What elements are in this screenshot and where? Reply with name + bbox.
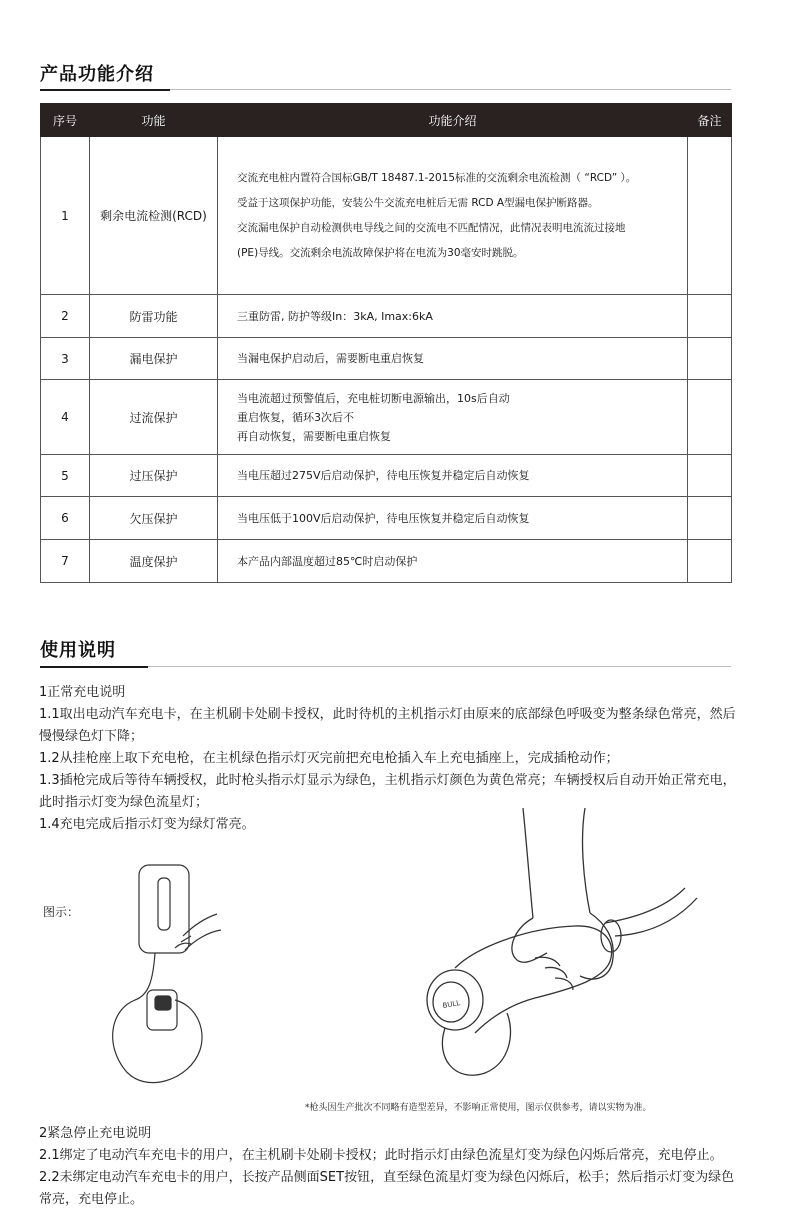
row-number: 4 bbox=[41, 380, 90, 455]
row-description bbox=[218, 137, 688, 295]
row-function-name: 过流保护 bbox=[90, 380, 218, 455]
row-note bbox=[688, 540, 732, 583]
description-line: 受益于这项保护功能，安装公牛交流充电桩后无需 RCD A型漏电保护断路器。 bbox=[237, 196, 599, 209]
row-description bbox=[218, 455, 688, 497]
features-table bbox=[40, 103, 732, 583]
hand-outline bbox=[175, 914, 221, 950]
hand-outline bbox=[512, 913, 613, 979]
row-function-name: 温度保护 bbox=[90, 540, 218, 583]
header-function: 功能 bbox=[90, 104, 218, 137]
table-row bbox=[41, 455, 732, 497]
description-line: 重启恢复，循环3次后不 bbox=[237, 410, 354, 424]
description-line: 交流充电桩内置符合国标GB/T 18487.1-2015标准的交流剩余电流检测（ “RCD” ）。 bbox=[237, 171, 637, 184]
table-row bbox=[41, 497, 732, 540]
description-line: 当电流超过预警值后，充电桩切断电源输出，10s后自动 bbox=[237, 391, 510, 405]
charger-light-strip bbox=[158, 878, 170, 930]
description-line: 三重防雷, 防护等级In：3kA, Imax:6kA bbox=[237, 309, 433, 323]
row-note bbox=[688, 338, 732, 380]
row-number: 6 bbox=[41, 497, 90, 540]
usage-title-rule bbox=[148, 666, 731, 667]
usage-title-underline bbox=[40, 666, 148, 668]
instruction-step: 1.2从挂枪座上取下充电枪，在主机绿色指示灯灭完前把充电枪插入车上充电插座上，完成插枪动作； bbox=[39, 751, 619, 766]
description-line: (PE)导线。交流剩余电流故障保护将在电流为30毫安时跳脱。 bbox=[237, 246, 524, 259]
figure-label: 图示： bbox=[43, 905, 80, 919]
row-note bbox=[688, 295, 732, 338]
row-note bbox=[688, 380, 732, 455]
charging-gun-illustration bbox=[415, 808, 705, 1093]
row-function-name: 过压保护 bbox=[90, 455, 218, 497]
row-function-name: 欠压保护 bbox=[90, 497, 218, 540]
plug-cable bbox=[605, 888, 697, 936]
header-description: 功能介绍 bbox=[218, 104, 688, 137]
description-line: 当电压超过275V后启动保护，待电压恢复并稳定后自动恢复 bbox=[237, 469, 530, 482]
instruction-step: 2.1绑定了电动汽车充电卡的用户，在主机刷卡处刷卡授权；此时指示灯由绿色流星灯变为绿色闪烁后常亮，充电停止。 bbox=[39, 1148, 723, 1163]
row-number: 2 bbox=[41, 295, 90, 338]
normal-charging-heading: 1正常充电说明 bbox=[39, 685, 126, 700]
charger-cable bbox=[113, 953, 202, 1083]
row-note bbox=[688, 455, 732, 497]
figure-caption: *枪头因生产批次不同略有造型差异，不影响正常使用，图示仅供参考，请以实物为准。 bbox=[305, 1103, 652, 1113]
row-function-name: 漏电保护 bbox=[90, 338, 218, 380]
row-number: 1 bbox=[41, 137, 90, 295]
emergency-stop-heading: 2紧急停止充电说明 bbox=[39, 1126, 152, 1141]
description-line: 当电压低于100V后启动保护，待电压恢复并稳定后自动恢复 bbox=[237, 511, 530, 525]
instruction-step: 2.2未绑定电动汽车充电卡的用户，长按产品侧面SET按钮，直至绿色流星灯变为绿色闪烁后，松手；然后指示灯变为绿色常亮，充电停止。 bbox=[39, 1170, 735, 1207]
features-title-rule bbox=[170, 89, 731, 90]
row-note bbox=[688, 137, 732, 295]
header-note: 备注 bbox=[688, 104, 732, 137]
table-row bbox=[41, 295, 732, 338]
instruction-step: 1.1取出电动汽车充电卡，在主机刷卡处刷卡授权，此时待机的主机指示灯由原来的底部绿色呼吸变为整条绿色常亮，然后慢慢绿色灯下降； bbox=[39, 707, 736, 744]
row-number: 5 bbox=[41, 455, 90, 497]
description-line: 当漏电保护启动后，需要断电重启恢复 bbox=[237, 352, 424, 365]
row-description bbox=[218, 380, 688, 455]
arm-outline bbox=[523, 808, 590, 918]
table-row bbox=[41, 338, 732, 380]
description-line: 再自动恢复，需要断电重启恢复 bbox=[237, 429, 391, 443]
header-no: 序号 bbox=[41, 104, 90, 137]
plug-logo: BULL bbox=[441, 999, 461, 1010]
features-table-header bbox=[41, 104, 732, 137]
instruction-step: 1.3插枪完成后等待车辆授权，此时枪头指示灯显示为绿色，主机指示灯颜色为黄色常亮；车辆授权后自动开始正常充电，此时指示灯变为绿色流星灯； bbox=[39, 773, 736, 810]
row-number: 3 bbox=[41, 338, 90, 380]
usage-section-title: 使用说明 bbox=[40, 640, 116, 661]
finger-lines bbox=[535, 957, 573, 990]
features-title-underline bbox=[40, 89, 170, 91]
row-number: 7 bbox=[41, 540, 90, 583]
instruction-step: 1.4充电完成后指示灯变为绿灯常亮。 bbox=[39, 817, 255, 832]
row-function-name: 剩余电流检测(RCD) bbox=[90, 137, 218, 295]
emergency-stop-instructions bbox=[39, 1123, 739, 1211]
row-note bbox=[688, 497, 732, 540]
description-line: 本产品内部温度超过85℃时启动保护 bbox=[237, 554, 418, 568]
row-description bbox=[218, 540, 688, 583]
table-row bbox=[41, 380, 732, 455]
wall-charger-illustration bbox=[105, 860, 235, 1095]
holster-plug bbox=[155, 996, 171, 1010]
table-row bbox=[41, 137, 732, 295]
features-section-title: 产品功能介绍 bbox=[40, 64, 154, 85]
description-line: 交流漏电保护自动检测供电导线之间的交流电不匹配情况，此情况表明电流流过接地 bbox=[237, 221, 626, 234]
row-description bbox=[218, 295, 688, 338]
row-function-name: 防雷功能 bbox=[90, 295, 218, 338]
table-row bbox=[41, 540, 732, 583]
row-description bbox=[218, 338, 688, 380]
row-description bbox=[218, 497, 688, 540]
